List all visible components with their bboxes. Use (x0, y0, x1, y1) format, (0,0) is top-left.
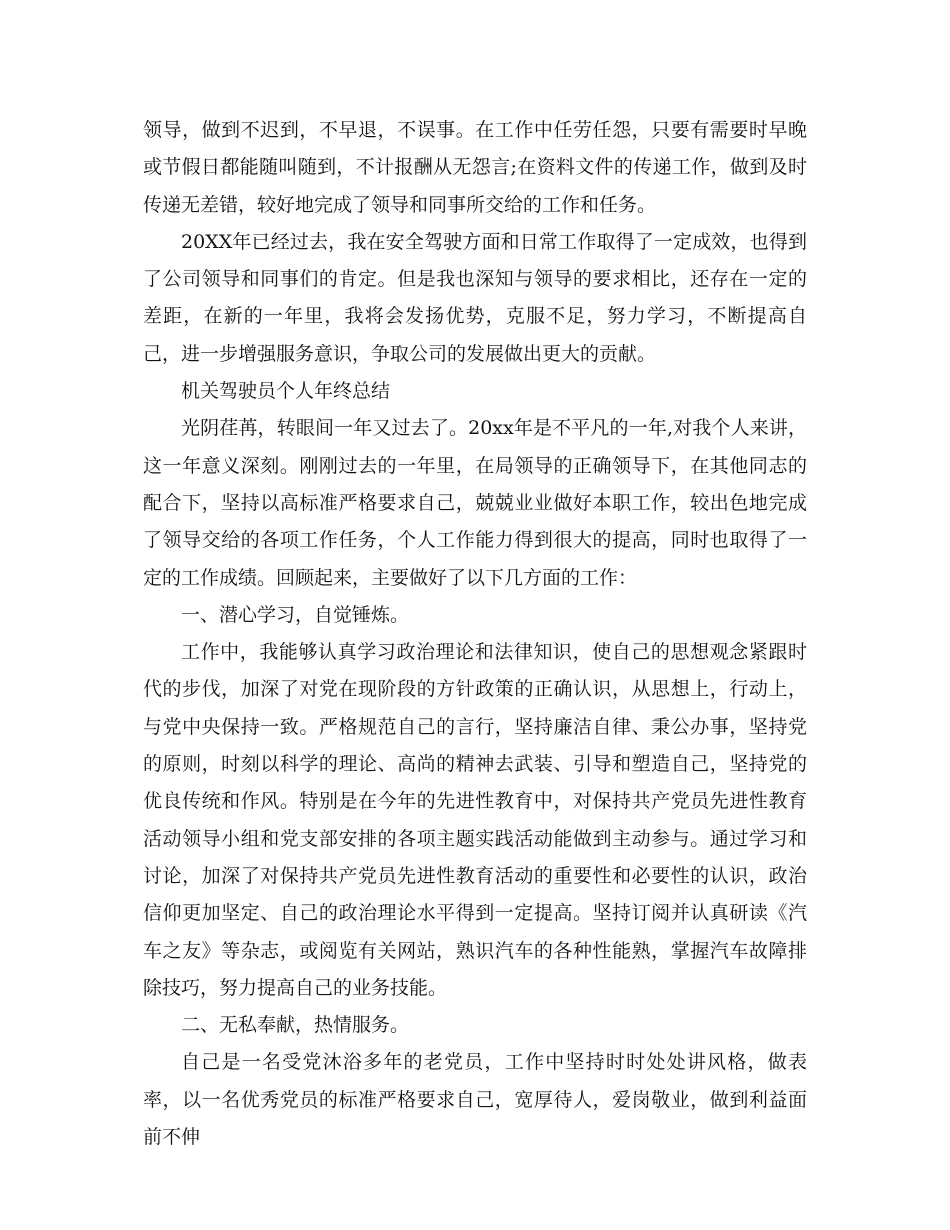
paragraph-4: 工作中，我能够认真学习政治理论和法律知识，使自己的思想观念紧跟时代的步伐，加深了对党在现阶段的方针政策的正确认识，从思想上，行动上，与党中央保持一致。严格规范自己的言行，坚持廉洁自律、秉公办事，坚持党的原则，时刻以科学的理论、高尚的精神去武装、引导和塑造自己，坚持党的优良传统和作风。特别是在今年的先进性教育中，对保持共产党员先进性教育活动领导小组和党支部安排的各项主题实践活动能做到主动参与。通过学习和讨论，加深了对保持共产党员先进性教育活动的重要性和必要性的认识，政治信仰更加坚定、自己的政治理论水平得到一定提高。坚持订阅并认真研读《汽车之友》等杂志，或阅览有关网站，熟识汽车的各种性能熟，掌握汽车故障排除技巧，努力提高自己的业务技能。 (143, 641, 807, 999)
heading-2: 二、无私奉献，热情服务。 (181, 1014, 410, 1037)
paragraph-1: 领导，做到不迟到，不早退，不误事。在工作中任劳任怨，只要有需要时早晚或节假日都能随叫随到，不计报酬从无怨言;在资料文件的传递工作，做到及时传递无差错，较好地完成了领导和同事所交给的工作和任务。 (143, 119, 807, 216)
section-title: 机关驾驶员个人年终总结 (181, 380, 391, 403)
paragraph-2: 20XX年已经过去，我在安全驾驶方面和日常工作取得了一定成效，也得到了公司领导和同事们的肯定。但是我也深知与领导的要求相比，还存在一定的差距，在新的一年里，我将会发扬优势，克服不足，努力学习，不断提高自己，进一步增强服务意识，争取公司的发展做出更大的贡献。 (143, 230, 807, 365)
document-body (143, 112, 807, 1156)
paragraph-5: 自己是一名受党沐浴多年的老党员，工作中坚持时时处处讲风格，做表率，以一名优秀党员的标准严格要求自己，宽厚待人，爱岗敬业，做到利益面前不伸 (143, 1051, 807, 1149)
heading-1: 一、潜心学习，自觉锤炼。 (181, 603, 410, 626)
paragraph-3: 光阴荏苒，转眼间一年又过去了。20xx年是不平凡的一年,对我个人来讲，这一年意义深刻。刚刚过去的一年里，在局领导的正确领导下，在其他同志的配合下，坚持以高标准严格要求自己，兢兢业业做好本职工作，较出色地完成了领导交给的各项工作任务，个人工作能力得到很大的提高，同时也取得了一定的工作成绩。回顾起来，主要做好了以下几方面的工作： (143, 417, 807, 589)
